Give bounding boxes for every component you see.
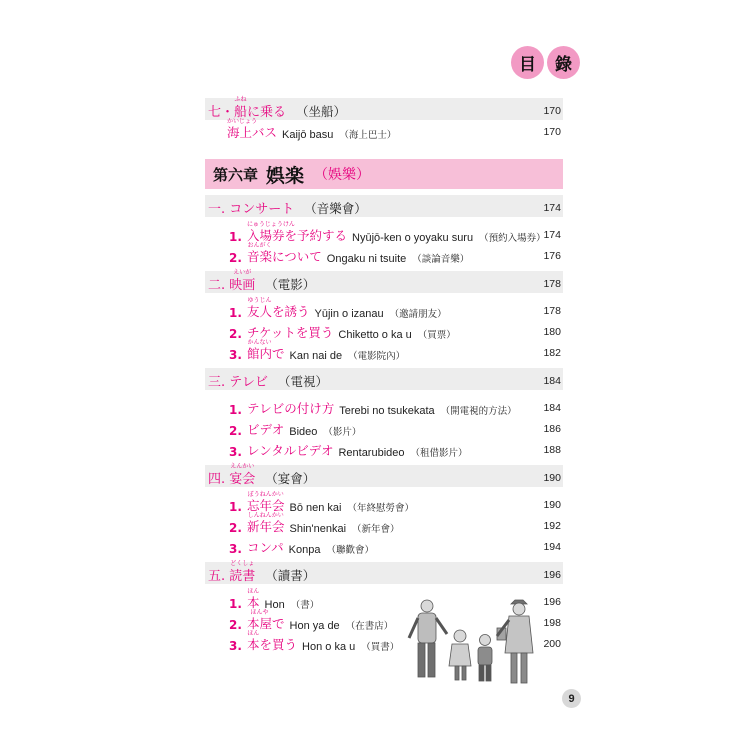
furigana: ゆうじん bbox=[247, 297, 272, 304]
section-translation: （電影） bbox=[265, 277, 316, 292]
item-translation: （買票） bbox=[417, 330, 456, 341]
item-translation: （聯歡會） bbox=[326, 545, 374, 556]
item-translation: （邀請朋友） bbox=[389, 309, 447, 320]
item-translation: （在書店） bbox=[345, 621, 394, 632]
item-translation: （買書） bbox=[361, 642, 400, 653]
item-kana: を予約する bbox=[284, 228, 348, 243]
item-translation: （年終慰勞會） bbox=[347, 503, 415, 514]
family-walking-icon bbox=[405, 598, 540, 690]
section-number: 四. bbox=[208, 472, 230, 487]
page-number: 178 bbox=[543, 305, 561, 317]
item-number: 1. bbox=[229, 306, 242, 320]
item-romaji: Hon o ka u bbox=[302, 641, 356, 653]
furigana: えんかい bbox=[230, 463, 255, 470]
item-translation: （租借影片） bbox=[410, 448, 468, 459]
item-kanji: 海上 bbox=[227, 125, 253, 140]
header-badge-mu: 目 bbox=[511, 46, 544, 79]
item-kana: テレビの付け方 bbox=[247, 401, 335, 416]
furigana: かいじょう bbox=[227, 118, 258, 125]
item-translation: （影片） bbox=[323, 427, 362, 438]
chapter-translation: （娛樂） bbox=[314, 167, 371, 183]
item-translation: （海上巴士） bbox=[339, 130, 397, 141]
item-kana: を買う bbox=[259, 637, 298, 652]
page-number: 200 bbox=[543, 638, 561, 650]
item-romaji: Yūjin o izanau bbox=[314, 308, 384, 320]
toc-header bbox=[511, 46, 580, 79]
toc-item[interactable] bbox=[205, 396, 563, 417]
section-title: 一. コンサート bbox=[208, 202, 295, 217]
item-translation: （談論音樂） bbox=[412, 254, 470, 265]
item-romaji: Bō nen kai bbox=[289, 502, 342, 514]
header-badge-roku: 錄 bbox=[547, 46, 580, 79]
item-translation: （電影院內） bbox=[348, 351, 406, 362]
toc-section-2[interactable] bbox=[205, 271, 563, 293]
toc-item[interactable] bbox=[205, 514, 563, 535]
item-kana: で bbox=[272, 346, 285, 361]
page-number: 170 bbox=[543, 105, 561, 117]
page-number: 186 bbox=[543, 423, 561, 435]
furigana: ほんや bbox=[250, 609, 269, 616]
section-number: 七・ bbox=[208, 105, 235, 120]
item-kana: レンタルビデオ bbox=[247, 443, 334, 458]
furigana: おんがく bbox=[247, 242, 272, 249]
furigana: しんねんかい bbox=[247, 512, 284, 519]
section-number: 五. bbox=[208, 569, 230, 584]
section-title-rest: に乗る bbox=[247, 105, 287, 120]
section-translation: （音樂會） bbox=[304, 201, 367, 216]
item-kanji: 友人 bbox=[247, 304, 273, 319]
item-romaji: Hon ya de bbox=[289, 620, 340, 632]
page-number: 178 bbox=[543, 278, 561, 290]
item-kanji: 本屋 bbox=[247, 616, 273, 631]
page-number: 174 bbox=[543, 202, 561, 214]
toc-item[interactable] bbox=[205, 417, 563, 438]
item-kanji: 新年会 bbox=[247, 519, 285, 534]
item-romaji: Bideo bbox=[289, 426, 318, 438]
toc-section-3[interactable] bbox=[205, 368, 563, 390]
item-kanji: 本 bbox=[247, 595, 260, 610]
item-number: 2. bbox=[229, 327, 242, 341]
item-kana: バス bbox=[252, 125, 278, 140]
section-translation: （讀書） bbox=[265, 568, 316, 583]
item-number: 2. bbox=[229, 424, 242, 438]
page-number: 182 bbox=[543, 347, 561, 359]
item-romaji: Konpa bbox=[288, 544, 321, 556]
item-romaji: Kaijō basu bbox=[282, 129, 334, 141]
page-number: 176 bbox=[543, 250, 561, 262]
item-number: 1. bbox=[229, 500, 242, 514]
item-kanji: 入場券 bbox=[247, 228, 285, 243]
furigana: ほん bbox=[247, 630, 260, 637]
furigana: えいが bbox=[233, 269, 252, 276]
item-number: 2. bbox=[229, 618, 242, 632]
item-kana: で bbox=[272, 616, 285, 631]
section-kanji: 宴会 bbox=[229, 472, 256, 487]
item-kanji: 館内 bbox=[247, 346, 273, 361]
section-title: 三. テレビ bbox=[208, 375, 269, 390]
chapter-title: 娯楽 bbox=[266, 164, 305, 187]
item-romaji: Rentarubideo bbox=[338, 447, 405, 459]
item-kana: について bbox=[272, 249, 322, 264]
furigana: ほん bbox=[247, 588, 260, 595]
item-number: 3. bbox=[229, 542, 242, 556]
toc-item[interactable] bbox=[205, 299, 563, 320]
item-romaji: Kan nai de bbox=[289, 350, 343, 362]
page-number: 192 bbox=[543, 520, 561, 532]
item-romaji: Shin'nenkai bbox=[289, 523, 347, 535]
item-number: 2. bbox=[229, 521, 242, 535]
page-number: 188 bbox=[543, 444, 561, 456]
item-number: 1. bbox=[229, 230, 242, 244]
page-number: 170 bbox=[543, 126, 561, 138]
page-number: 190 bbox=[543, 472, 561, 484]
toc-item[interactable] bbox=[205, 438, 563, 459]
item-translation: （書） bbox=[290, 600, 320, 611]
item-number: 3. bbox=[229, 445, 242, 459]
page-number: 198 bbox=[543, 617, 561, 629]
page-number: 174 bbox=[543, 229, 561, 241]
section-translation: （宴會） bbox=[265, 471, 316, 486]
item-kanji: 本 bbox=[247, 637, 260, 652]
item-number: 3. bbox=[229, 639, 242, 653]
section-kanji: 読書 bbox=[229, 569, 256, 584]
furigana: ぼうねんかい bbox=[247, 491, 284, 498]
page-number: 194 bbox=[543, 541, 561, 553]
page-number: 184 bbox=[543, 375, 561, 387]
item-kanji: 忘年会 bbox=[247, 498, 285, 513]
section-kanji: 映画 bbox=[229, 278, 256, 293]
chapter-header bbox=[205, 159, 563, 189]
page-number: 196 bbox=[543, 596, 561, 608]
toc-item[interactable] bbox=[205, 535, 563, 556]
item-translation: （新年會） bbox=[352, 524, 400, 535]
furigana: ふね bbox=[234, 96, 247, 103]
item-number: 3. bbox=[229, 348, 242, 362]
page-number-badge: 9 bbox=[562, 689, 581, 708]
toc-item[interactable] bbox=[205, 244, 563, 265]
item-translation: （開電視的方法） bbox=[440, 406, 517, 417]
item-kana: コンパ bbox=[247, 540, 284, 555]
item-number: 1. bbox=[229, 403, 242, 417]
chapter-number: 第六章 bbox=[213, 165, 259, 184]
item-number: 1. bbox=[229, 597, 242, 611]
section-kanji: 船 bbox=[234, 105, 248, 120]
page-number: 190 bbox=[543, 499, 561, 511]
furigana: にゅうじょうけん bbox=[247, 221, 295, 228]
item-kana: ビデオ bbox=[247, 422, 285, 437]
item-kana: を誘う bbox=[272, 304, 310, 319]
toc-section-1[interactable] bbox=[205, 195, 563, 217]
item-translation: （預約入場券） bbox=[479, 233, 546, 244]
furigana: どくしょ bbox=[230, 560, 255, 567]
section-number: 二. bbox=[208, 278, 230, 293]
toc-item[interactable] bbox=[205, 120, 563, 141]
table-of-contents bbox=[205, 96, 563, 653]
item-romaji: Ongaku ni tsuite bbox=[326, 253, 407, 265]
section-translation: （電視） bbox=[278, 374, 329, 389]
page-number: 196 bbox=[543, 569, 561, 581]
item-number: 2. bbox=[229, 251, 242, 265]
toc-section-7[interactable] bbox=[205, 98, 563, 120]
item-romaji: Nyūjō-ken o yoyaku suru bbox=[352, 232, 474, 244]
toc-item[interactable] bbox=[205, 341, 563, 362]
page-number: 180 bbox=[543, 326, 561, 338]
furigana: かんない bbox=[247, 339, 272, 346]
item-kana: チケットを買う bbox=[247, 325, 334, 340]
toc-section-4[interactable] bbox=[205, 465, 563, 487]
item-romaji: Chiketto o ka u bbox=[338, 329, 412, 341]
toc-section-5[interactable] bbox=[205, 562, 563, 584]
item-kanji: 音楽 bbox=[247, 249, 273, 264]
section-translation: （坐船） bbox=[296, 104, 347, 119]
item-romaji: Terebi no tsukekata bbox=[339, 405, 435, 417]
page-number: 184 bbox=[543, 402, 561, 414]
item-romaji: Hon bbox=[264, 599, 285, 611]
